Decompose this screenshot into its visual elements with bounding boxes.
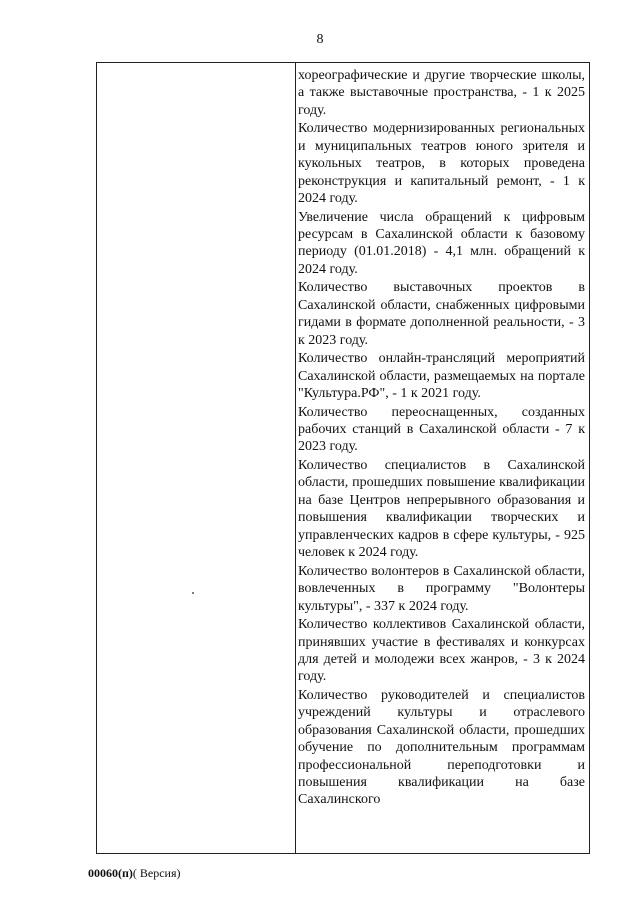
paragraph: Количество волонтеров в Сахалинской области, вовлеченных в программу "Волонтеры культуры", - 337 к 2024 году. <box>298 563 585 614</box>
paragraph: Количество онлайн-трансляций мероприятий Сахалинской области, размещаемых на портале "Культура.РФ", - 1 к 2021 году. <box>298 351 585 402</box>
paragraph: Количество переоснащенных, созданных рабочих станций в Сахалинской области - 7 к 2023 году. <box>298 404 585 455</box>
footer <box>88 866 181 881</box>
footer-version-label: ( Версия) <box>132 866 181 880</box>
paragraph: Количество специалистов в Сахалинской области, прошедших повышение квалификации на базе Центров непрерывного образования и повышения квалификации творческих и управленческих кадров в сфере культуры, - 925 человек к 2024 году. <box>298 458 585 561</box>
paragraph: Увеличение числа обращений к цифровым ресурсам в Сахалинской области к базовому периоду (01.01.2018) - 4,1 млн. обращений к 2024 году. <box>298 209 585 277</box>
page-number: 8 <box>316 32 324 47</box>
paragraph: Количество модернизированных региональных и муниципальных театров юного зрителя и кукольных театров, в которых проведена реконструкция и капитальный ремонт, - 1 к 2024 году. <box>298 121 585 207</box>
footer-code: 00060(п) <box>88 866 133 880</box>
column-divider <box>295 63 296 853</box>
paragraph: Количество руководителей и специалистов учреждений культуры и отраслевого образования Сахалинской области, прошедших обучение по дополнительным программам профессиональной переподготовки и повышения квалификации на базе Сахалинского <box>298 687 585 808</box>
stray-dot-mark <box>192 592 194 594</box>
table-right-cell <box>298 67 585 810</box>
paragraph: Количество выставочных проектов в Сахалинской области, снабженных цифровыми гидами в формате дополненной реальности, - 3 к 2023 году. <box>298 280 585 348</box>
paragraph: хореографические и другие творческие школы, а также выставочные пространства, - 1 к 2025 году. <box>298 68 585 118</box>
paragraph: Количество коллективов Сахалинской области, принявших участие в фестивалях и конкурсах для детей и молодежи всех жанров, - 3 к 2024 году. <box>298 617 585 685</box>
document-table <box>96 62 590 854</box>
